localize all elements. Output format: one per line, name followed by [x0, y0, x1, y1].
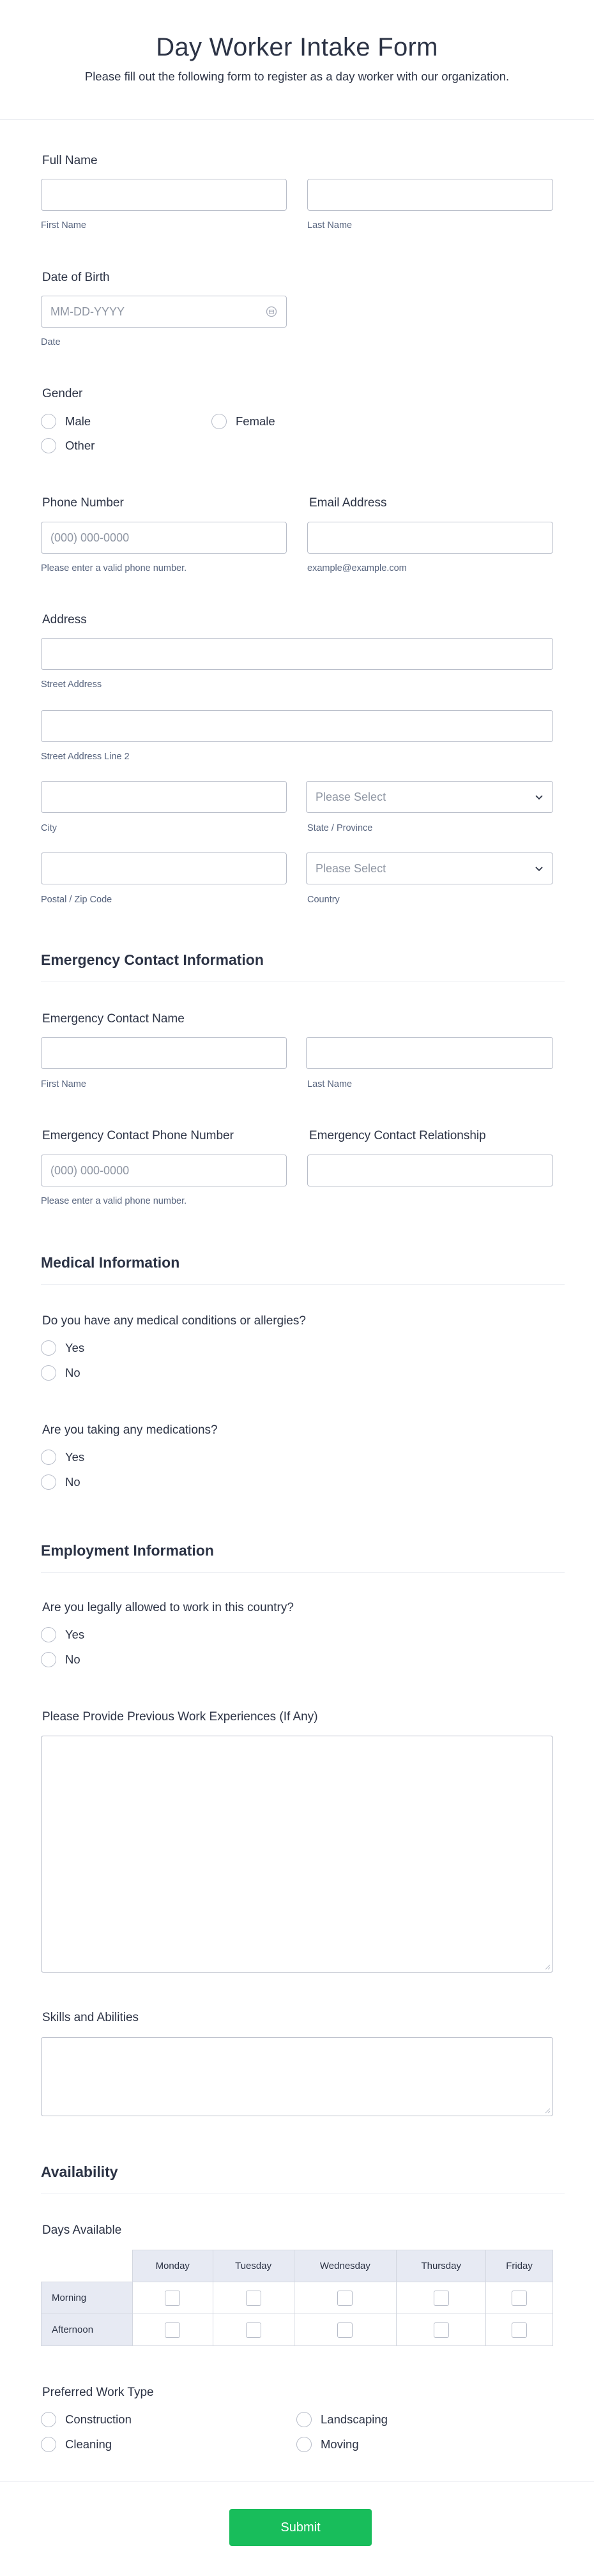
experience-textarea[interactable] [41, 1736, 553, 1973]
radio-label: No [65, 1366, 80, 1379]
checkbox[interactable] [512, 2291, 527, 2306]
employment-q1-option-yes[interactable] [41, 1627, 84, 1642]
gender-label: Gender [42, 387, 83, 400]
first-name-input[interactable] [41, 179, 287, 211]
section-divider [41, 981, 565, 982]
medical-q1-option-no[interactable] [41, 1365, 80, 1381]
matrix-row [42, 2282, 553, 2314]
radio-circle[interactable] [41, 2412, 56, 2427]
form-title: Day Worker Intake Form [156, 33, 438, 61]
radio-label: Moving [321, 2437, 359, 2451]
matrix-cell [132, 2282, 213, 2314]
matrix-col-header: Monday [132, 2250, 213, 2282]
emergency-phone-sublabel: Please enter a valid phone number. [41, 1196, 187, 1206]
checkbox[interactable] [165, 2291, 180, 2306]
phone-input[interactable] [41, 522, 287, 554]
radio-circle[interactable] [41, 1450, 56, 1465]
skills-textarea[interactable] [41, 2037, 553, 2116]
days-available-label: Days Available [42, 2224, 122, 2237]
employment-section-title: Employment Information [41, 1542, 214, 1559]
medical-q2-option-no[interactable] [41, 1474, 80, 1490]
radio-circle[interactable] [296, 2437, 312, 2452]
phone-label: Phone Number [42, 496, 124, 510]
matrix-cell [397, 2282, 486, 2314]
email-input[interactable] [307, 522, 553, 554]
form-subtitle: Please fill out the following form to register as a day worker with our organization. [84, 70, 510, 83]
radio-label: No [65, 1653, 80, 1666]
work-type-label: Preferred Work Type [42, 2386, 154, 2399]
matrix-col-header: Tuesday [213, 2250, 294, 2282]
radio-circle[interactable] [41, 1340, 56, 1356]
matrix-cell [294, 2314, 397, 2346]
matrix-cell [213, 2282, 294, 2314]
email-label: Email Address [309, 496, 387, 510]
phone-sublabel: Please enter a valid phone number. [41, 563, 187, 573]
state-select[interactable] [306, 781, 553, 813]
dob-placeholder: MM-DD-YYYY [50, 305, 125, 318]
matrix-row [42, 2314, 553, 2346]
emergency-first-sublabel: First Name [41, 1079, 86, 1089]
medical-q1-label: Do you have any medical conditions or allergies? [42, 1314, 306, 1328]
availability-section-title: Availability [41, 2163, 118, 2180]
emergency-relationship-input[interactable] [307, 1155, 553, 1186]
emergency-last-name-input[interactable] [306, 1037, 553, 1069]
radio-circle[interactable] [41, 438, 56, 453]
dob-label: Date of Birth [42, 271, 110, 284]
radio-label: Other [65, 439, 95, 452]
dob-sublabel: Date [41, 337, 61, 347]
checkbox[interactable] [246, 2322, 261, 2338]
calendar-icon[interactable] [266, 306, 277, 317]
radio-label: Construction [65, 2413, 132, 2426]
form-header [0, 0, 594, 120]
radio-circle[interactable] [41, 2437, 56, 2452]
gender-option-female[interactable] [211, 414, 275, 429]
medical-q1-option-yes[interactable] [41, 1340, 84, 1356]
matrix-header-row [42, 2250, 553, 2282]
gender-option-male[interactable] [41, 414, 91, 429]
checkbox[interactable] [434, 2322, 449, 2338]
medical-section-title: Medical Information [41, 1254, 180, 1271]
emergency-first-name-input[interactable] [41, 1037, 287, 1069]
radio-circle[interactable] [296, 2412, 312, 2427]
matrix-col-header: Thursday [397, 2250, 486, 2282]
matrix-cell [397, 2314, 486, 2346]
medical-q2-option-yes[interactable] [41, 1450, 84, 1465]
work-type-option-cleaning[interactable] [41, 2437, 112, 2452]
radio-label: Female [236, 414, 275, 428]
matrix-row-label: Morning [42, 2282, 133, 2314]
phone-placeholder: (000) 000-0000 [50, 531, 130, 544]
work-type-option-landscaping[interactable] [296, 2412, 388, 2427]
street-address-input[interactable] [41, 638, 553, 670]
chevron-down-icon [535, 792, 544, 801]
radio-label: Landscaping [321, 2413, 388, 2426]
radio-label: Cleaning [65, 2437, 112, 2451]
state-sublabel: State / Province [307, 823, 373, 833]
emergency-name-label: Emergency Contact Name [42, 1012, 185, 1026]
employment-q1-label: Are you legally allowed to work in this country? [42, 1601, 294, 1614]
emergency-phone-placeholder: (000) 000-0000 [50, 1164, 130, 1177]
street-address-sublabel: Street Address [41, 679, 102, 690]
matrix-col-header: Wednesday [294, 2250, 397, 2282]
emergency-last-sublabel: Last Name [307, 1079, 353, 1089]
radio-label: No [65, 1475, 80, 1489]
address-label: Address [42, 613, 87, 626]
last-name-input[interactable] [307, 179, 553, 211]
country-select[interactable] [306, 852, 553, 884]
matrix-cell [486, 2314, 553, 2346]
matrix-cell [132, 2314, 213, 2346]
medical-q2-label: Are you taking any medications? [42, 1423, 218, 1437]
work-type-option-moving[interactable] [296, 2437, 359, 2452]
submit-button[interactable]: Submit [229, 2509, 372, 2546]
state-placeholder: Please Select [316, 791, 386, 803]
days-available-matrix [41, 2250, 553, 2346]
email-sublabel: example@example.com [307, 563, 407, 573]
matrix-corner [42, 2250, 133, 2282]
checkbox[interactable] [512, 2322, 527, 2338]
radio-label: Yes [65, 1450, 85, 1464]
zip-input[interactable] [41, 852, 287, 884]
radio-label: Yes [65, 1341, 85, 1354]
section-divider [41, 1284, 565, 1285]
section-divider [41, 2193, 565, 2194]
radio-circle[interactable] [41, 1627, 56, 1642]
matrix-row-label: Afternoon [42, 2314, 133, 2346]
street-address-2-sublabel: Street Address Line 2 [41, 752, 130, 762]
dob-input[interactable] [41, 296, 287, 328]
section-divider [41, 1572, 565, 1573]
checkbox[interactable] [165, 2322, 180, 2338]
matrix-cell [486, 2282, 553, 2314]
country-sublabel: Country [307, 895, 340, 905]
radio-circle[interactable] [41, 1474, 56, 1490]
zip-sublabel: Postal / Zip Code [41, 895, 112, 905]
matrix-cell [213, 2314, 294, 2346]
chevron-down-icon [535, 864, 544, 873]
first-name-sublabel: First Name [41, 220, 86, 231]
country-placeholder: Please Select [316, 862, 386, 875]
employment-q1-option-no[interactable] [41, 1652, 80, 1667]
street-address-2-input[interactable] [41, 710, 553, 742]
checkbox[interactable] [246, 2291, 261, 2306]
emergency-relationship-label: Emergency Contact Relationship [309, 1129, 486, 1142]
radio-circle[interactable] [41, 1652, 56, 1667]
city-sublabel: City [41, 823, 57, 833]
experience-label: Please Provide Previous Work Experiences (If Any) [42, 1710, 318, 1724]
radio-circle[interactable] [41, 1365, 56, 1381]
emergency-phone-label: Emergency Contact Phone Number [42, 1129, 234, 1142]
city-input[interactable] [41, 781, 287, 813]
checkbox[interactable] [434, 2291, 449, 2306]
matrix-cell [294, 2282, 397, 2314]
radio-circle[interactable] [41, 414, 56, 429]
resize-grip-icon[interactable] [544, 2107, 551, 2114]
matrix-col-header: Friday [486, 2250, 553, 2282]
radio-label: Male [65, 414, 91, 428]
work-type-option-construction[interactable] [41, 2412, 132, 2427]
radio-label: Yes [65, 1628, 85, 1641]
emergency-section-title: Emergency Contact Information [41, 951, 264, 968]
emergency-phone-input[interactable] [41, 1155, 287, 1186]
radio-circle[interactable] [211, 414, 227, 429]
gender-option-other[interactable] [41, 438, 95, 453]
resize-grip-icon[interactable] [544, 1964, 551, 1970]
full-name-label: Full Name [42, 154, 98, 167]
checkbox[interactable] [337, 2322, 353, 2338]
checkbox[interactable] [337, 2291, 353, 2306]
last-name-sublabel: Last Name [307, 220, 353, 231]
skills-label: Skills and Abilities [42, 2011, 139, 2024]
